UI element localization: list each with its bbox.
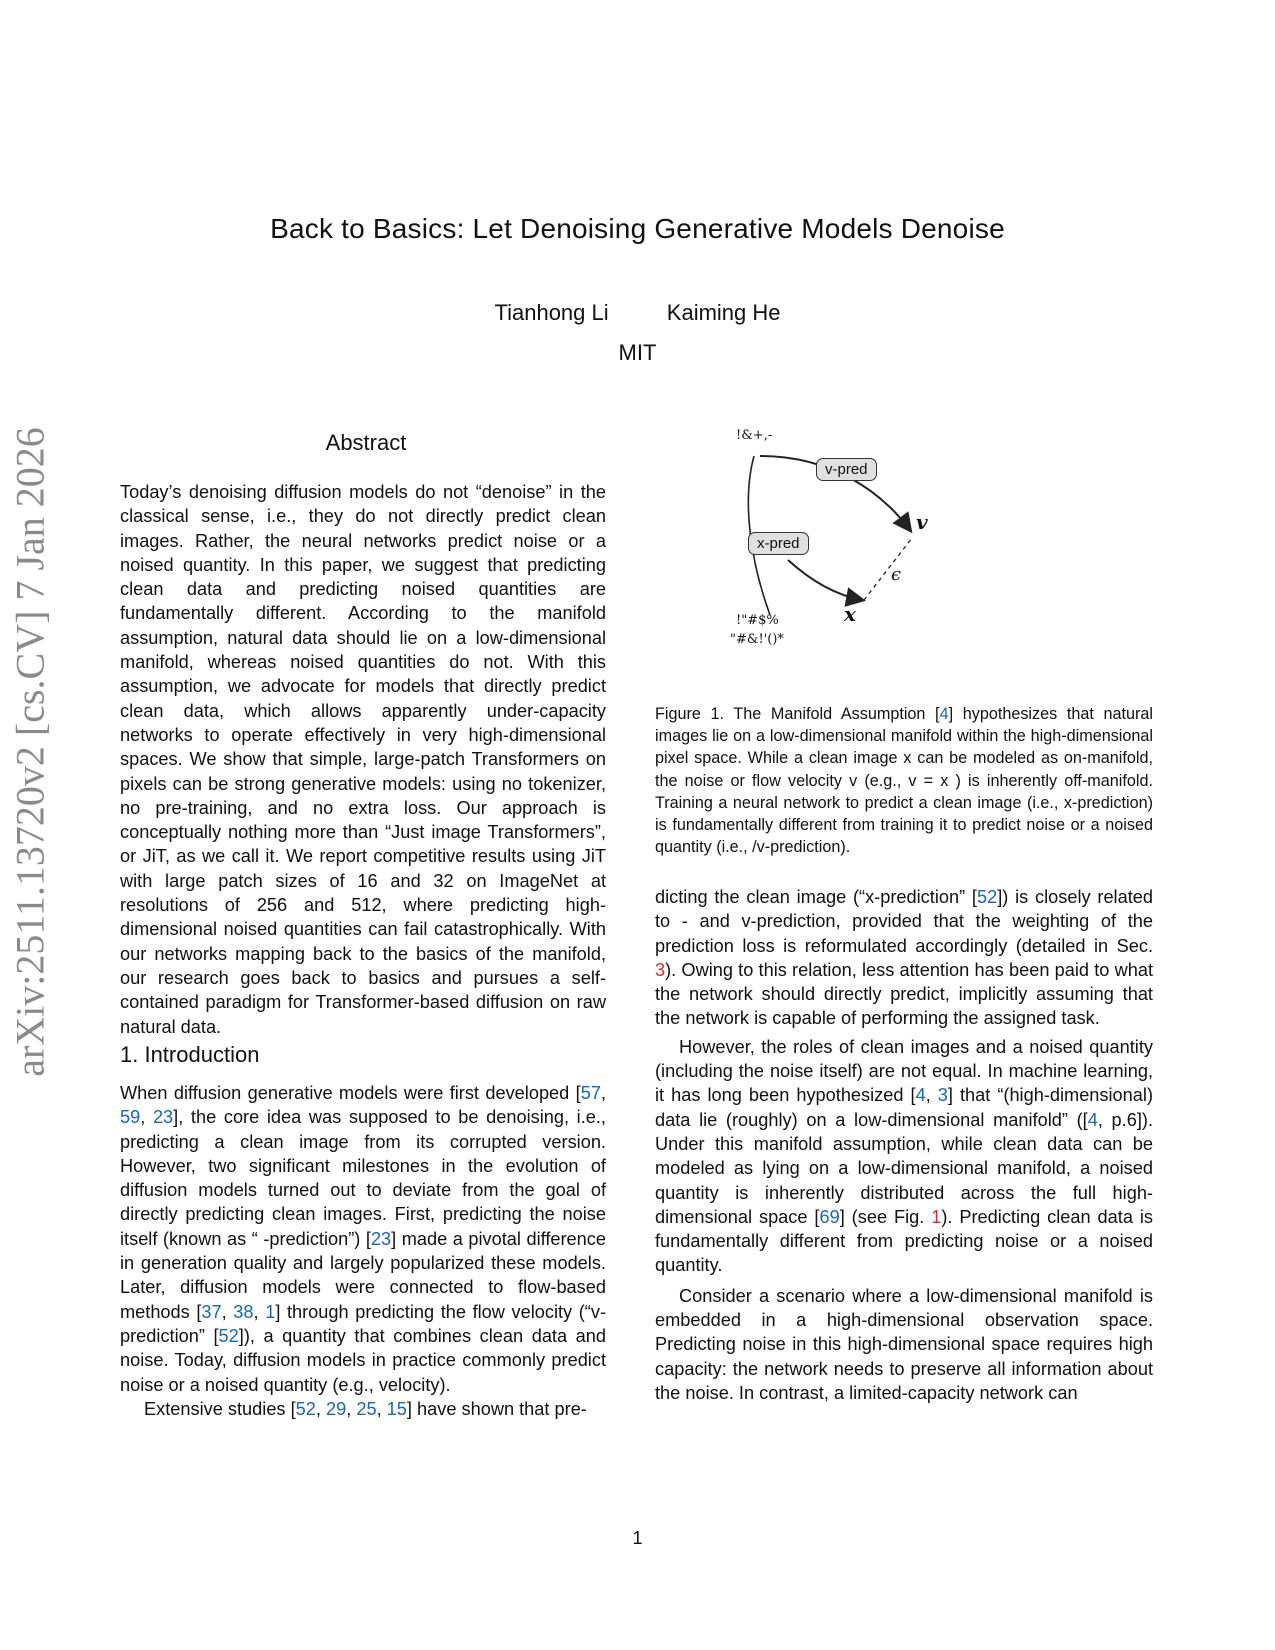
right-column [655, 885, 1153, 1405]
arxiv-stamp [0, 427, 60, 1077]
paragraph: dicting the clean image (“x-prediction” [52]) is closely related to - and v-prediction, provided that the weighting of the prediction loss is reformulated accordingly (detailed in Sec. 3). Owing to this relation, less attention has been paid to what the network should directly predict, implicitly assuming that the network is capable of performing the assigned task. [655, 887, 1153, 1029]
citation-link[interactable]: 4 [939, 705, 949, 723]
abstract-heading: Abstract [325, 430, 407, 455]
citation-link[interactable]: 29 [325, 1398, 347, 1419]
citation-link[interactable]: 23 [152, 1107, 174, 1128]
citation-link[interactable]: 37 [201, 1301, 222, 1322]
manifold-bottom-label: !"#$% [736, 613, 779, 628]
citation-link[interactable]: 1 [265, 1301, 276, 1322]
page-number: 1 [632, 1528, 643, 1548]
epsilon-label: ϵ [891, 564, 902, 585]
manifold-bottom-label: "#&!'()* [730, 632, 784, 647]
citation-link[interactable]: 25 [356, 1398, 377, 1419]
x-pred-box: x-pred [748, 532, 809, 555]
citation-link[interactable]: 52 [976, 887, 998, 907]
intro-column [120, 1081, 606, 1421]
paragraph: Consider a scenario where a low-dimensional manifold is embedded in a high-dimensional observation space. Predicting noise in this high-dimensional space requires high capacity: the network needs to preserve all information about the noise. In contrast, a limited-capacity network can [655, 1285, 1153, 1403]
figure-ref-link[interactable]: 1 [931, 1206, 942, 1227]
figure-caption: Figure 1. The Manifold Assumption [4] hypothesizes that natural images lie on a low-dimensional manifold within the high-dimensional pixel space. While a clean image x can be modeled as on-manifold, the noise or flow velocity v (e.g., v = x ) is inherently off-manifold. Training a neural network to predict a clean image (i.e., x-prediction) is fundamentally different from training it to predict noise or a noised quantity (i.e., /v-prediction). [655, 705, 1153, 857]
epsilon-line [864, 538, 912, 600]
section-heading: 1. Introduction [120, 1042, 260, 1067]
author-list [0, 300, 1275, 326]
paragraph: However, the roles of clean images and a noised quantity (including the noise itself) are not equal. In machine learning, it has long been hypothesized [4, 3] that “(high-dimensional) data lie (roughly) on a low-dimensional manifold” ([4, p.6]). Under this manifold assumption, while clean data can be modeled as lying on a low-dimensional manifold, a noised quantity is inherently distributed across the full high-dimensional space [69] (see Fig. 1). Predicting clean data is fundamentally different from predicting noise or a noised quantity. [655, 1036, 1153, 1276]
citation-link[interactable]: 23 [370, 1228, 392, 1249]
citation-link[interactable]: 3 [937, 1085, 948, 1106]
citation-link[interactable]: 57 [580, 1083, 601, 1103]
v-label: v [916, 510, 928, 534]
author-name: Kaiming He [666, 300, 781, 325]
x-pred-arrow [788, 560, 862, 600]
citation-link[interactable]: 15 [386, 1398, 407, 1419]
citation-link[interactable]: 4 [1087, 1109, 1098, 1130]
x-label: x [844, 602, 856, 626]
v-pred-box: v-pred [816, 458, 877, 481]
paragraph: Extensive studies [52, 29, 25, 15] have shown that pre- [144, 1398, 587, 1419]
manifold-top-label: !&+,- [736, 428, 773, 443]
citation-link[interactable]: 69 [819, 1206, 840, 1227]
manifold-figure [730, 428, 1020, 680]
paragraph: When diffusion generative models were first developed [57, 59, 23], the core idea was supposed to be denoising, i.e., predicting a clean image from its corrupted version. However, two significant milestones in the evolution of diffusion models turned out to deviate from the goal of directly predicting clean images. First, predicting the noise itself (known as “ -prediction”) [23] made a pivotal difference in generation quality and largely popularized these models. Later, diffusion models were connected to flow-based methods [37, 38, 1] through predicting the flow velocity (“v-prediction” [52]), a quantity that combines clean data and noise. Today, diffusion models in practice commonly predict noise or a noised quantity (e.g., velocity). [120, 1083, 607, 1395]
citation-link[interactable]: 59 [120, 1107, 141, 1128]
section-ref-link[interactable]: 3 [655, 959, 666, 980]
citation-link[interactable]: 38 [233, 1301, 254, 1322]
abstract-text: Today’s denoising diffusion models do not “denoise” in the classical sense, i.e., they do not directly predict clean images. Rather, the neural networks predict noise or a noised quantity. In this paper, we suggest that predicting clean data and predicting noised quantities are fundamentally different. According to the manifold assumption, natural data should lie on a low-dimensional manifold, whereas noised quantities do not. With this assumption, we advocate for models that directly predict clean data, which allows apparently under-capacity networks to operate effectively in very high-dimensional spaces. We show that simple, large-patch Transformers on pixels can be strong generative models: using no tokenizer, no pre-training, and no extra loss. Our approach is conceptually nothing more than “Just image Transformers”, or JiT, as we call it. We report competitive results using JiT with large patch sizes of 16 and 32 on ImageNet at resolutions of 256 and 512, where predicting high-dimensional noised quantities can fail catastrophically. With our networks mapping back to the basics of the manifold, our research goes back to basics and pursues a self-contained paradigm for Transformer-based diffusion on raw natural data. [120, 482, 606, 1037]
citation-link[interactable]: 52 [295, 1398, 316, 1419]
paper-title: Back to Basics: Let Denoising Generative Models Denoise [270, 213, 1005, 244]
citation-link[interactable]: 52 [218, 1325, 239, 1346]
abstract-body [120, 480, 606, 1039]
citation-link[interactable]: 4 [915, 1085, 926, 1106]
author-name: Tianhong Li [494, 300, 609, 325]
affiliation: MIT [618, 340, 657, 365]
arxiv-id: arXiv:2511.13720v2 [cs.CV] 7 Jan 2026 [7, 427, 53, 1077]
